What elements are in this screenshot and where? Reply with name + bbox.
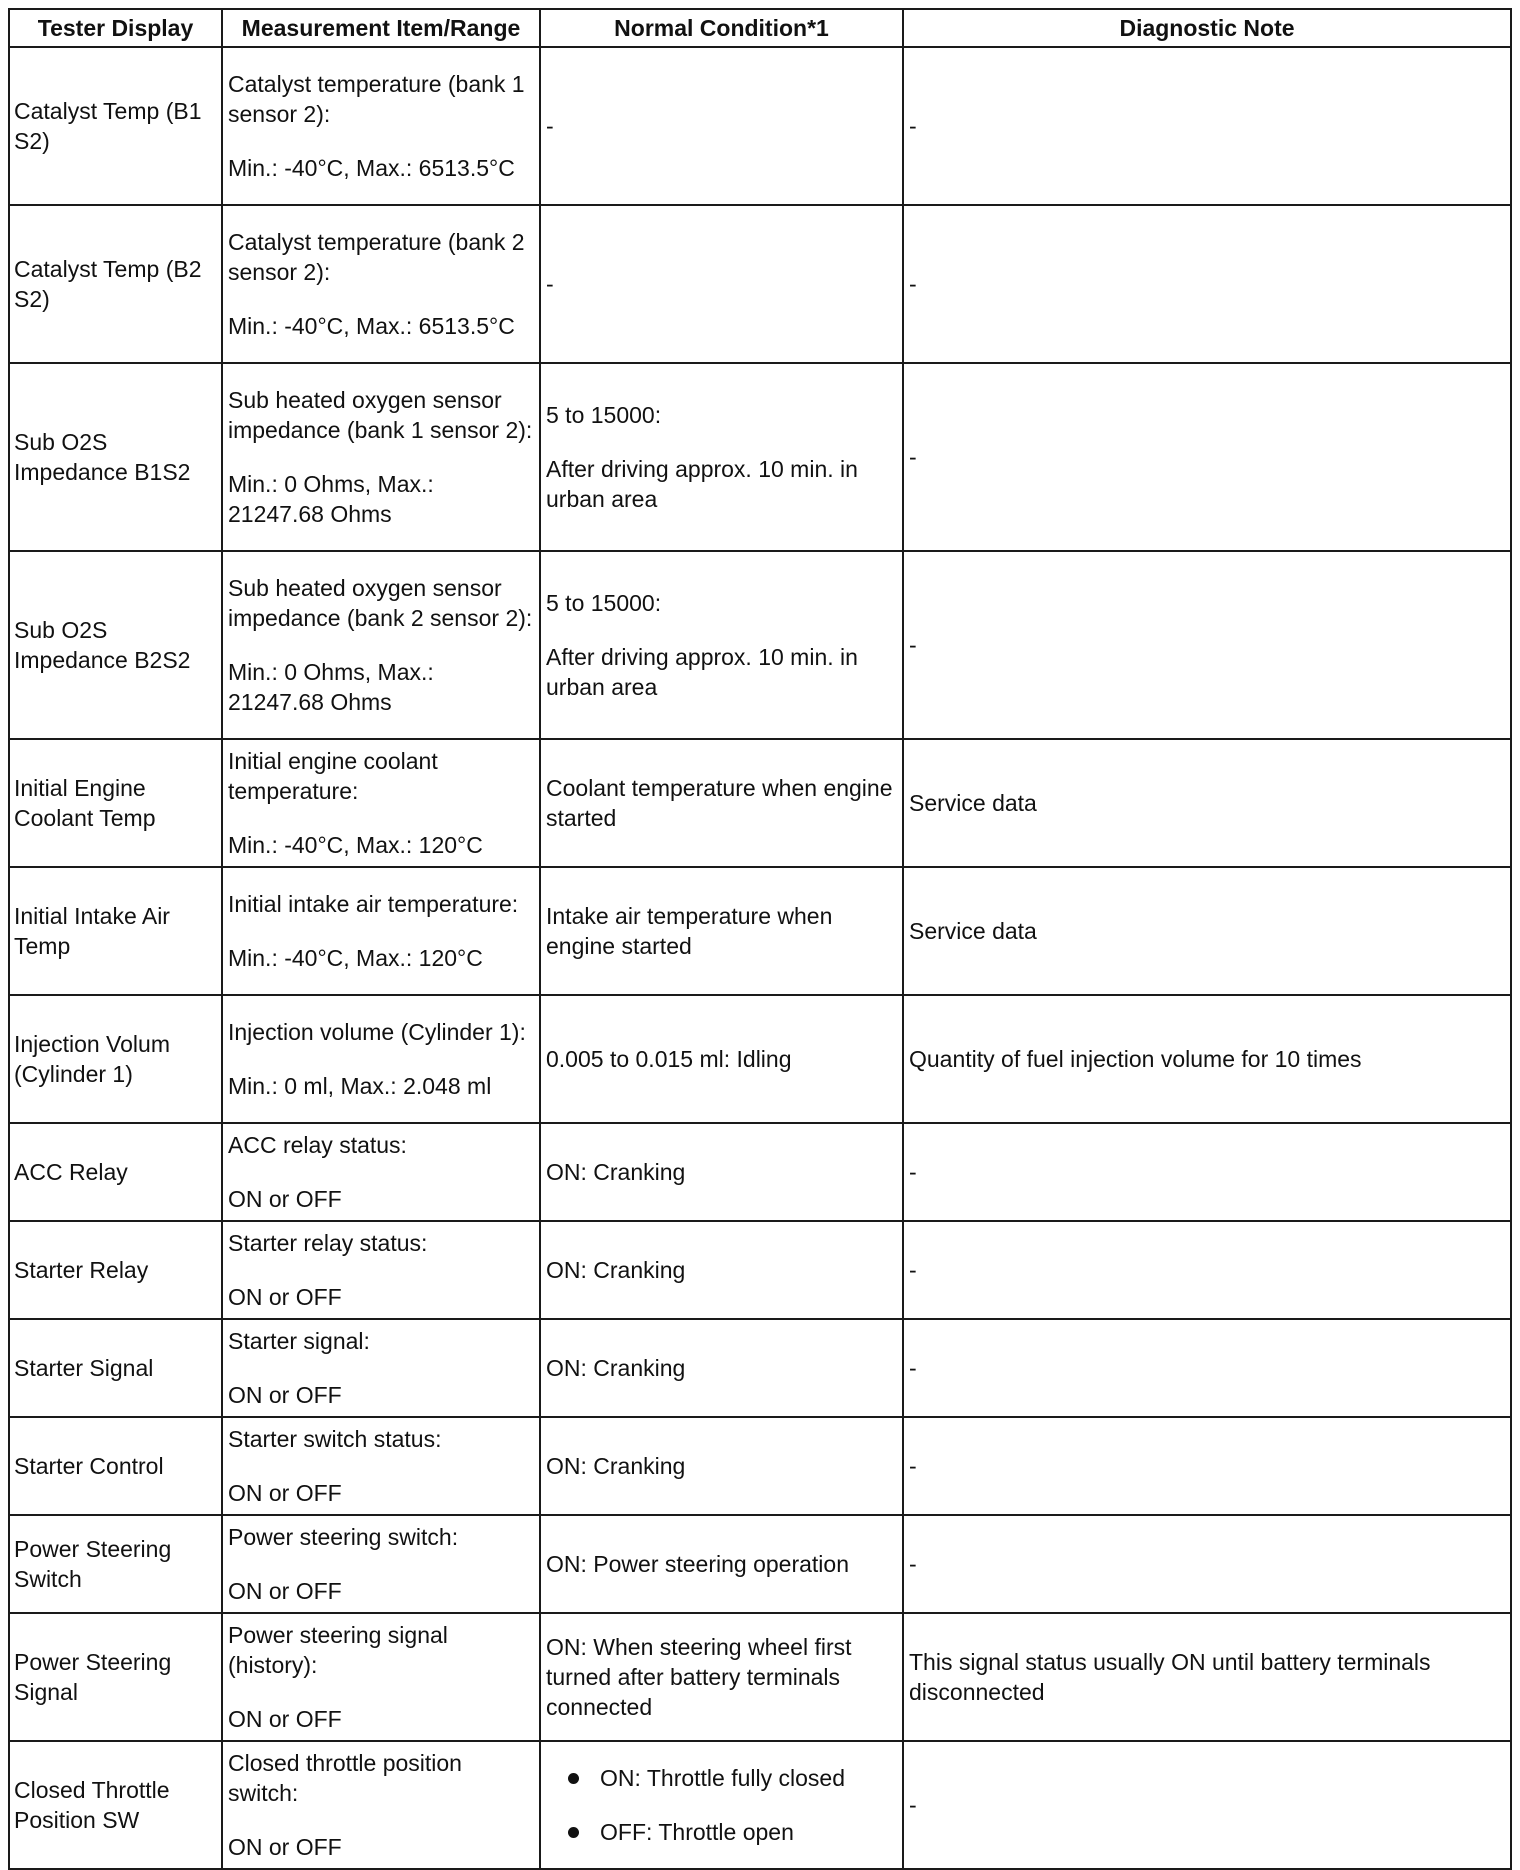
normal-condition-cell [540,363,903,551]
normal-condition-text: ON: Cranking [546,1355,686,1381]
list-item: OFF: Throttle open [546,1817,897,1847]
tester-display-cell: Initial Intake Air Temp [9,867,222,995]
measurement-item-text: Min.: -40°C, Max.: 6513.5°C [228,155,515,181]
diagnostic-note-text: Quantity of fuel injection volume for 10 times [909,1046,1362,1072]
tester-display-cell: Starter Control [9,1417,222,1515]
measurement-item-text: ON or OFF [228,1578,342,1604]
diagnostic-note-cell [903,1123,1511,1221]
measurement-item-cell [222,1319,540,1417]
tester-display-cell: Catalyst Temp (B2 S2) [9,205,222,363]
tester-display-cell: Power Steering Switch [9,1515,222,1613]
measurement-item-text: Sub heated oxygen sensor impedance (bank 1 sensor 2): [228,387,533,443]
normal-condition-text: ON: When steering wheel first turned after battery terminals connected [546,1634,852,1720]
measurement-item-cell [222,867,540,995]
normal-condition-text: ON: Cranking [546,1159,686,1185]
tester-display-cell: Injection Volum (Cylinder 1) [9,995,222,1123]
normal-condition-text: After driving approx. 10 min. in urban area [546,644,858,700]
normal-condition-text: - [546,271,554,297]
normal-condition-text: 0.005 to 0.015 ml: Idling [546,1046,792,1072]
diagnostic-note-text: This signal status usually ON until battery terminals disconnected [909,1649,1431,1705]
measurement-item-text: ON or OFF [228,1382,342,1408]
normal-condition-cell [540,1319,903,1417]
measurement-item-text: Power steering switch: [228,1524,459,1550]
diagnostic-note-text: - [909,113,917,139]
measurement-item-cell [222,551,540,739]
diagnostic-note-cell [903,995,1511,1123]
tester-display-cell: Starter Signal [9,1319,222,1417]
diagnostic-note-cell [903,551,1511,739]
measurement-item-text: Min.: -40°C, Max.: 6513.5°C [228,313,515,339]
normal-condition-text: ON: Cranking [546,1257,686,1283]
list-item: ON: Throttle fully closed [546,1763,897,1793]
table-row [9,363,1511,551]
header-measurement-item: Measurement Item/Range [222,9,540,47]
table-row [9,867,1511,995]
measurement-item-text: Min.: 0 Ohms, Max.: 21247.68 Ohms [228,659,434,715]
diagnostic-note-text: Service data [909,918,1037,944]
measurement-item-text: Initial intake air temperature: [228,891,519,917]
measurement-item-cell [222,739,540,867]
measurement-item-text: ON or OFF [228,1186,342,1212]
tester-display-cell: Initial Engine Coolant Temp [9,739,222,867]
normal-condition-cell [540,1123,903,1221]
diagnostic-note-text: - [909,1257,917,1283]
measurement-item-text: Min.: 0 ml, Max.: 2.048 ml [228,1073,492,1099]
normal-condition-text: Intake air temperature when engine started [546,903,833,959]
normal-condition-cell [540,1741,903,1869]
normal-condition-cell [540,1613,903,1741]
table-row [9,1613,1511,1741]
measurement-item-cell [222,47,540,205]
measurement-item-text: ACC relay status: [228,1132,407,1158]
tester-display-cell: Starter Relay [9,1221,222,1319]
tester-display-cell: ACC Relay [9,1123,222,1221]
diagnostic-note-cell [903,867,1511,995]
measurement-item-cell [222,1123,540,1221]
normal-condition-cell [540,1515,903,1613]
diagnostic-note-cell [903,1741,1511,1869]
normal-condition-cell [540,205,903,363]
diagnostic-note-text: - [909,632,917,658]
measurement-item-cell [222,1741,540,1869]
measurement-item-text: Power steering signal (history): [228,1622,448,1678]
diagnostic-note-text: - [909,1355,917,1381]
diagnostic-note-cell [903,1221,1511,1319]
diagnostic-note-text: - [909,1453,917,1479]
table-row [9,551,1511,739]
tester-display-cell: Sub O2S Impedance B2S2 [9,551,222,739]
table-row [9,205,1511,363]
diagnostic-note-text: - [909,1551,917,1577]
measurement-item-text: Min.: -40°C, Max.: 120°C [228,832,483,858]
diagnostic-note-cell [903,1319,1511,1417]
normal-condition-list [546,1763,897,1847]
measurement-item-text: ON or OFF [228,1706,342,1732]
tester-display-cell: Sub O2S Impedance B1S2 [9,363,222,551]
normal-condition-cell [540,1221,903,1319]
table-row [9,1417,1511,1515]
table-row [9,1123,1511,1221]
measurement-item-cell [222,1613,540,1741]
diagnostic-note-cell [903,205,1511,363]
measurement-item-text: Starter switch status: [228,1426,442,1452]
measurement-item-cell [222,363,540,551]
measurement-item-text: Min.: 0 Ohms, Max.: 21247.68 Ohms [228,471,434,527]
measurement-item-cell [222,1515,540,1613]
header-normal-condition: Normal Condition*1 [540,9,903,47]
diagnostic-note-cell [903,363,1511,551]
measurement-item-cell [222,1417,540,1515]
measurement-item-text: Sub heated oxygen sensor impedance (bank 2 sensor 2): [228,575,533,631]
tester-display-cell: Catalyst Temp (B1 S2) [9,47,222,205]
table-row [9,1221,1511,1319]
normal-condition-cell [540,867,903,995]
table-row [9,1319,1511,1417]
diagnostic-note-text: - [909,1159,917,1185]
data-list-table [8,8,1512,1870]
normal-condition-text: 5 to 15000: [546,402,662,428]
measurement-item-text: Starter signal: [228,1328,370,1354]
normal-condition-text: Coolant temperature when engine started [546,775,893,831]
measurement-item-cell [222,205,540,363]
normal-condition-cell [540,739,903,867]
measurement-item-text: ON or OFF [228,1480,342,1506]
table-row [9,47,1511,205]
measurement-item-text: ON or OFF [228,1284,342,1310]
measurement-item-cell [222,995,540,1123]
normal-condition-cell [540,47,903,205]
table-row [9,995,1511,1123]
normal-condition-text: ON: Cranking [546,1453,686,1479]
header-diagnostic-note: Diagnostic Note [903,9,1511,47]
normal-condition-cell [540,551,903,739]
table-row [9,1741,1511,1869]
diagnostic-note-text: - [909,1792,917,1818]
measurement-item-text: Starter relay status: [228,1230,428,1256]
diagnostic-note-text: - [909,271,917,297]
diagnostic-note-text: Service data [909,790,1037,816]
diagnostic-note-cell [903,47,1511,205]
measurement-item-text: Min.: -40°C, Max.: 120°C [228,945,483,971]
normal-condition-cell [540,995,903,1123]
measurement-item-text: Initial engine coolant temperature: [228,748,438,804]
normal-condition-text: After driving approx. 10 min. in urban area [546,456,858,512]
diagnostic-note-cell [903,1515,1511,1613]
diagnostic-note-text: - [909,444,917,470]
normal-condition-text: 5 to 15000: [546,590,662,616]
measurement-item-text: Closed throttle position switch: [228,1750,462,1806]
diagnostic-note-cell [903,1417,1511,1515]
measurement-item-text: Catalyst temperature (bank 2 sensor 2): [228,229,525,285]
table-row [9,739,1511,867]
measurement-item-text: ON or OFF [228,1834,342,1860]
table-row [9,1515,1511,1613]
diagnostic-note-cell [903,739,1511,867]
measurement-item-text: Catalyst temperature (bank 1 sensor 2): [228,71,525,127]
normal-condition-cell [540,1417,903,1515]
header-tester-display: Tester Display [9,9,222,47]
tester-display-cell: Power Steering Signal [9,1613,222,1741]
measurement-item-text: Injection volume (Cylinder 1): [228,1019,526,1045]
normal-condition-text: - [546,113,554,139]
table-header-row [9,9,1511,47]
diagnostic-note-cell [903,1613,1511,1741]
measurement-item-cell [222,1221,540,1319]
normal-condition-text: ON: Power steering operation [546,1551,849,1577]
tester-display-cell: Closed Throttle Position SW [9,1741,222,1869]
